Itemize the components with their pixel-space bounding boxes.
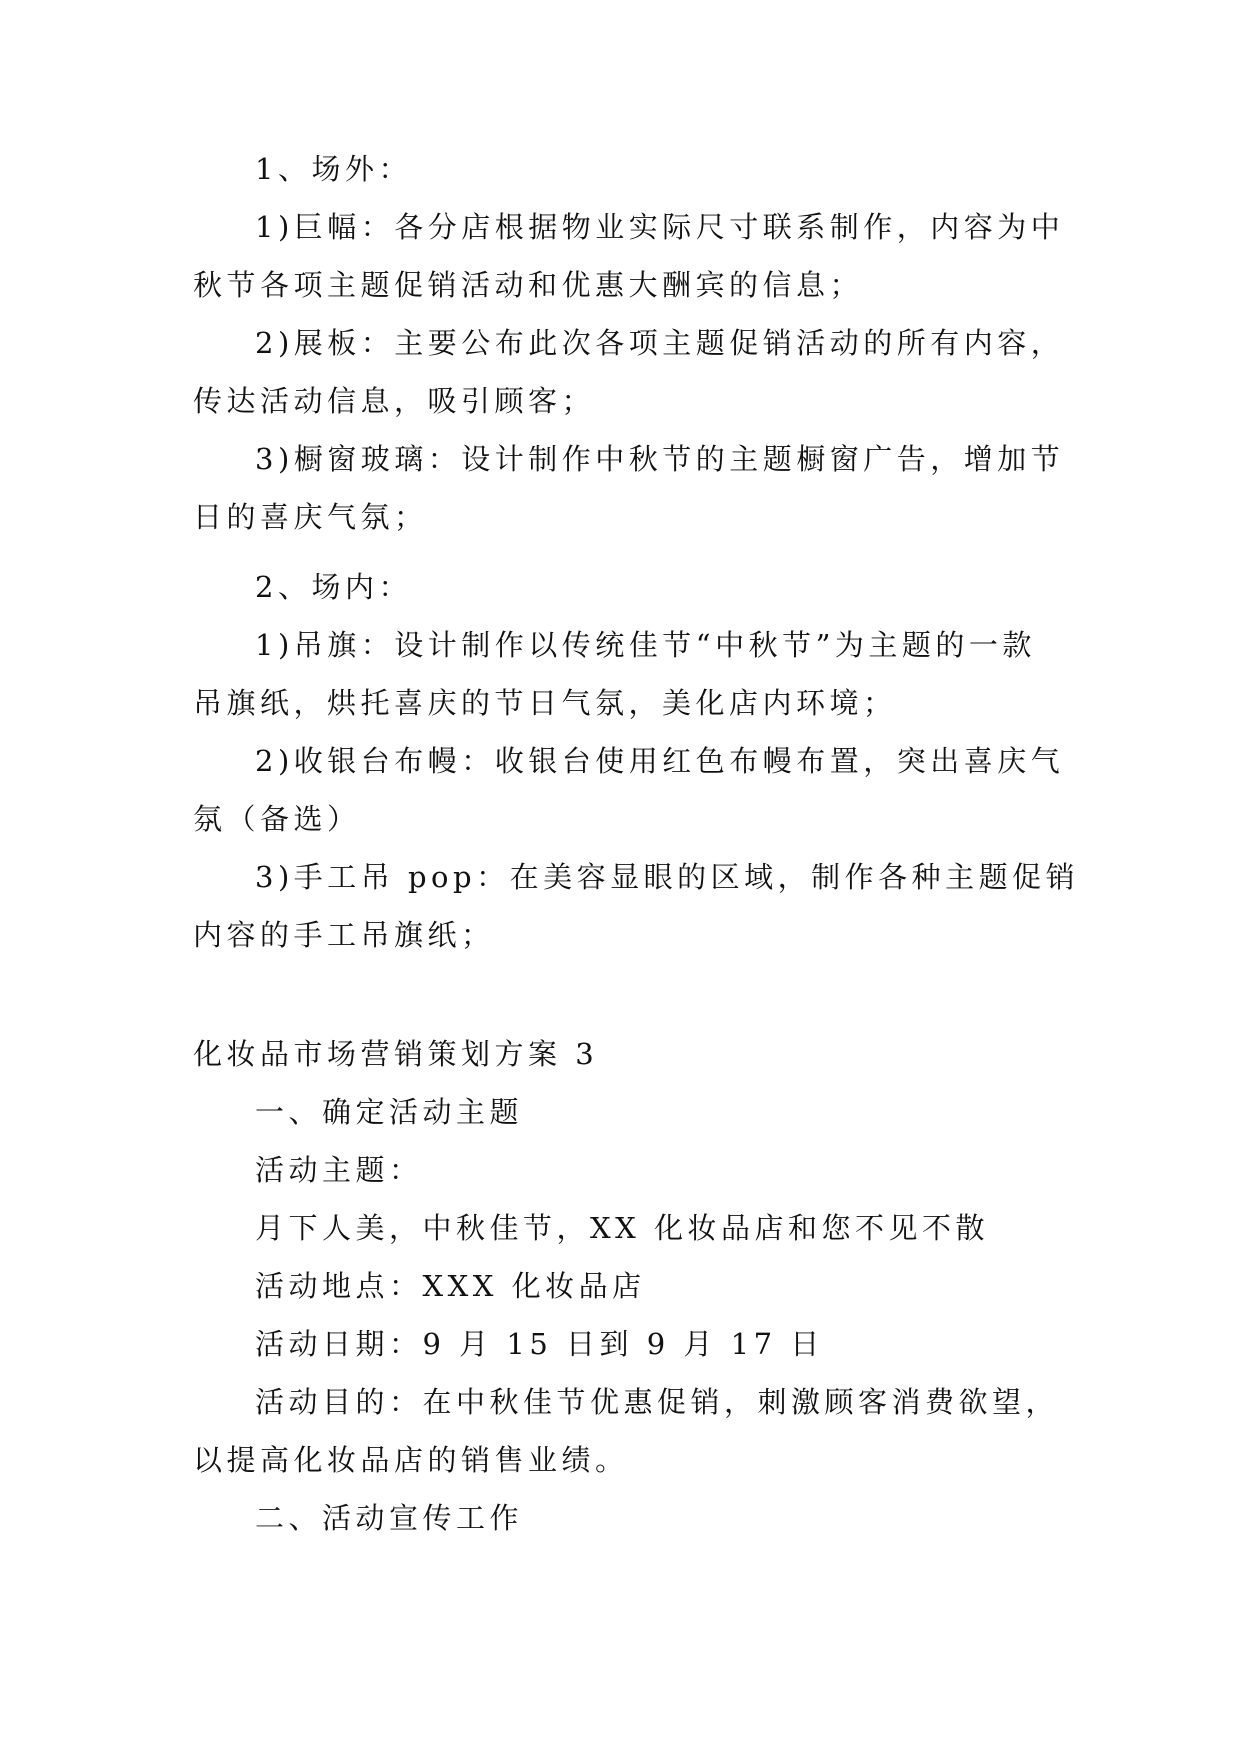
paragraph-line: 吊旗纸，烘托喜庆的节日气氛，美化店内环境；	[193, 686, 897, 720]
purpose-line: 以提高化妆品店的销售业绩。	[193, 1443, 629, 1477]
section-heading: 一、确定活动主题	[255, 1095, 524, 1129]
paragraph-line: 1)巨幅：各分店根据物业实际尺寸联系制作，内容为中	[255, 210, 1065, 244]
section-heading: 1、场外：	[255, 152, 412, 186]
location-line: 活动地点：XXX 化妆品店	[255, 1269, 646, 1303]
document-title: 化妆品市场营销策划方案 3	[193, 1037, 599, 1071]
paragraph-line: 1)吊旗：设计制作以传统佳节“中秋节”为主题的一款	[255, 628, 1036, 662]
purpose-line: 活动目的：在中秋佳节优惠促销，刺激顾客消费欲望，	[255, 1385, 1060, 1419]
paragraph-line: 2)展板：主要公布此次各项主题促销活动的所有内容，	[255, 326, 1065, 360]
paragraph-line: 氛（备选）	[193, 802, 361, 836]
paragraph-line: 2)收银台布幔：收银台使用红色布幔布置，突出喜庆气	[255, 744, 1065, 778]
theme-text: 月下人美，中秋佳节，XX 化妆品店和您不见不散	[255, 1211, 990, 1245]
paragraph-line: 3)橱窗玻璃：设计制作中秋节的主题橱窗广告，增加节	[255, 442, 1065, 476]
section-inside	[193, 558, 1080, 964]
section-heading: 2、场内：	[255, 570, 412, 604]
date-line: 活动日期：9 月 15 日到 9 月 17 日	[255, 1327, 824, 1361]
paragraph-line: 内容的手工吊旗纸；	[193, 918, 495, 952]
paragraph-line: 秋节各项主题促销活动和优惠大酬宾的信息；	[193, 268, 864, 302]
section-heading: 二、活动宣传工作	[255, 1501, 524, 1535]
section-outside	[193, 140, 1065, 546]
theme-label: 活动主题：	[255, 1153, 423, 1187]
plan3-section	[193, 1025, 1060, 1547]
paragraph-line: 日的喜庆气氛；	[193, 500, 428, 534]
paragraph-line: 传达活动信息，吸引顾客；	[193, 384, 596, 418]
paragraph-line: 3)手工吊 pop：在美容显眼的区域，制作各种主题促销	[255, 860, 1080, 894]
